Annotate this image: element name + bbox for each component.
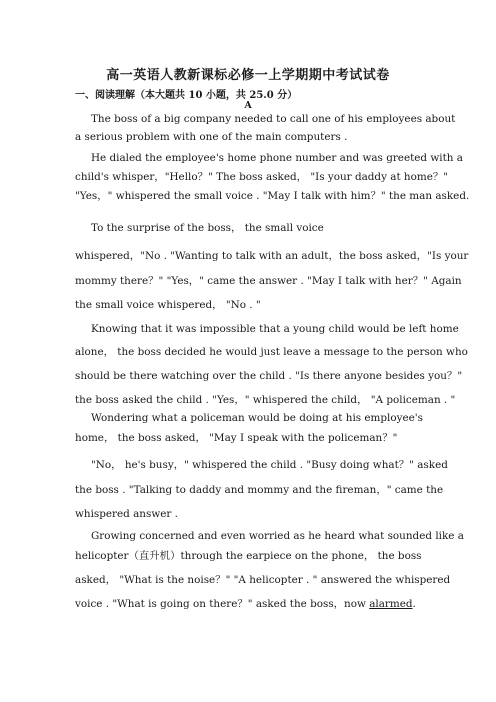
text-line-part: . [412, 598, 416, 610]
text-line: home， the boss asked， "May I speak with the policeman？" [75, 432, 398, 444]
text-line: To the surprise of the boss， the small voice [91, 222, 324, 234]
underlined-word: alarmed [369, 598, 413, 610]
section-heading: 一、阅读理解（本大题共 10 小题，共 25.0 分） [75, 90, 298, 101]
text-line: Wondering what a policeman would be doing at his employee's [91, 412, 423, 424]
text-line: whispered answer . [75, 508, 178, 520]
text-line: Knowing that it was impossible that a young child would be left home [91, 323, 459, 335]
text-line: The boss of a big company needed to call one of his employees about [91, 113, 456, 125]
text-line: asked， "What is the noise？" "A helicopter . " answered the whispered [75, 574, 451, 586]
text-line-part: voice . "What is going on there？" asked the boss，now [75, 598, 370, 610]
text-line: alone， the boss decided he would just leave a message to the person who [75, 346, 468, 358]
text-line: "Yes，" whispered the small voice . "May I talk with him？" the man asked. [75, 190, 470, 202]
text-line: Growing concerned and even worried as he heard what sounded like a [91, 530, 464, 542]
text-line: should be there watching over the child . "Is there anyone besides you？" [75, 370, 463, 382]
text-line: whispered，"No . "Wanting to talk with an adult，the boss asked，"Is your [75, 250, 469, 262]
text-line-last [75, 598, 416, 611]
text-line: the boss asked the child . "Yes，" whispered the child， "A policeman . " [75, 394, 456, 406]
text-line: the small voice whispered， "No . " [75, 299, 261, 311]
text-line: helicopter（直升机）through the earpiece on the phone， the boss [75, 550, 422, 562]
page-title: 高一英语人教新课标必修一上学期期中考试试卷 [106, 68, 390, 83]
text-line: He dialed the employee's home phone number and was greeted with a [91, 152, 463, 164]
text-line: "No， he's busy，" whispered the child . "Busy doing what？" asked [91, 459, 448, 471]
text-line: the boss . "Talking to daddy and mommy and the fireman，" came the [75, 484, 444, 496]
text-line: a serious problem with one of the main computers . [75, 131, 348, 143]
text-line: child's whisper，"Hello？" The boss asked， "Is your daddy at home？" [75, 171, 449, 183]
passage-label: A [244, 100, 252, 111]
text-line: mommy there？" "Yes，" came the answer . "May I talk with her？" Again [75, 275, 462, 287]
